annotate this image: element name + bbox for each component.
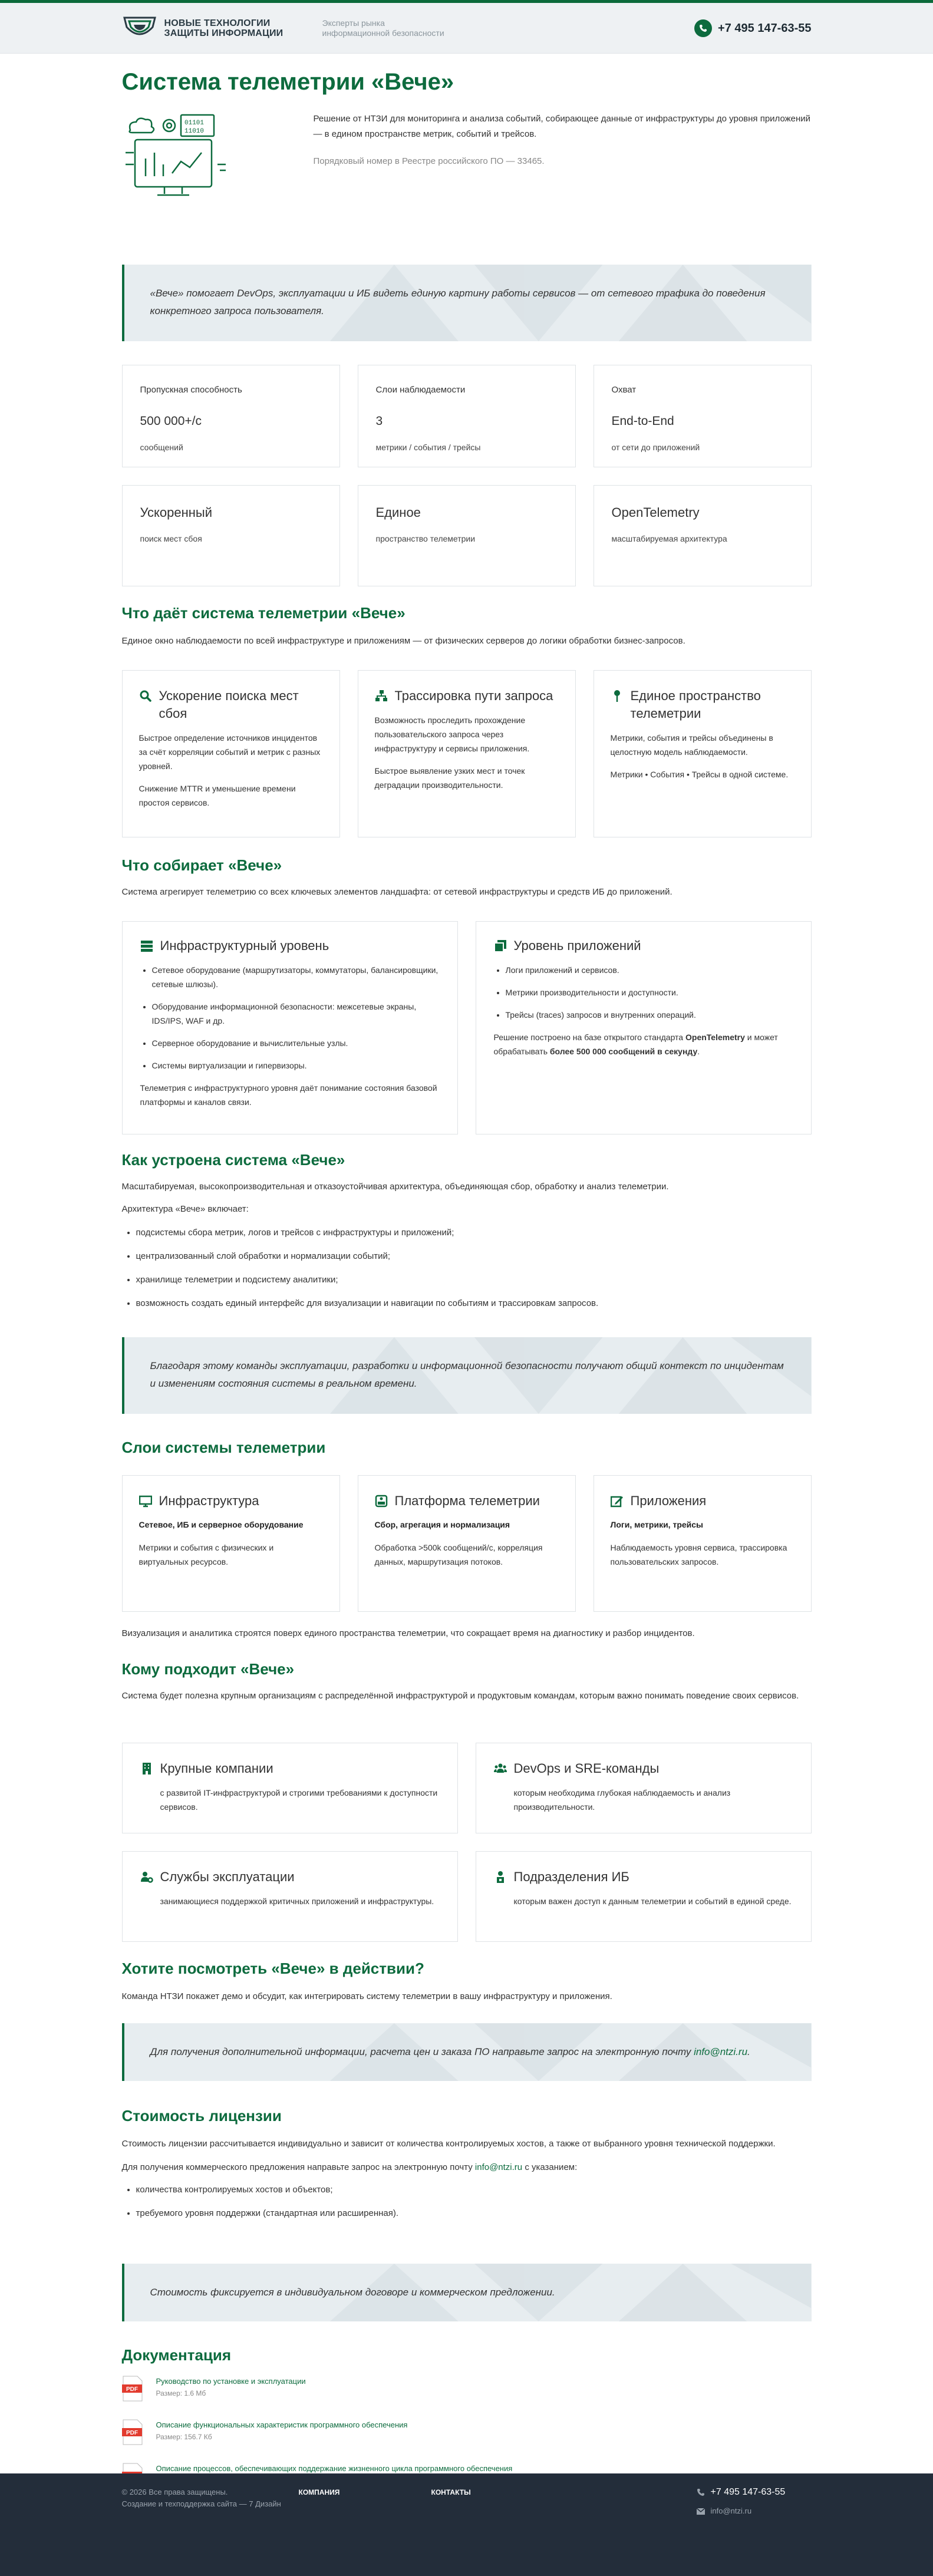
footer-phone[interactable]: +7 495 147-63-55 [697, 2486, 812, 2498]
audience-card: Службы эксплуатации занимающиеся поддержкой критичных приложений и инфраструктуры. [122, 1851, 458, 1942]
list-item: • Трейсы (traces) запросов и внутренних операций. [506, 1008, 793, 1022]
header-phone[interactable]: +7 495 147-63-55 [694, 19, 811, 38]
monitor-icon [139, 1495, 152, 1508]
server-icon [140, 939, 153, 952]
section-title-collects: Что собирает «Вече» [121, 856, 282, 874]
svg-text:01101: 01101 [184, 120, 204, 127]
layers-footnote: Визуализация и аналитика строятся поверх единого пространства телеметрии, что сокращает время на диагностику и разбор инцидентов. [121, 1628, 695, 1638]
users-icon [494, 1762, 507, 1775]
telemetry-illustration-icon [122, 111, 314, 206]
header-tagline: Эксперты рынка информационной безопасности [322, 18, 444, 38]
layer-card: Приложения Логи, метрики, трейсы Наблюдаемость уровня сервиса, трассировка пользовательских запросов. [594, 1475, 812, 1612]
license-email-link[interactable]: info@ntzi.ru [474, 2162, 523, 2172]
list-item: • подсистемы сбора метрик, логов и трейсов с инфраструктуры и приложений; [136, 1225, 812, 1241]
svg-text:11010: 11010 [184, 128, 204, 135]
apps-note: Решение построено на базе открытого стандарта OpenTelemetry и может обрабатывать более 500 000 сообщений в секунду. [493, 1033, 778, 1056]
intro-quote: «Вече» помогает DevOps, эксплуатации и ИБ видеть единую картину работы сервисов — от сетевого трафика до поведения конкретного запроса пользователя. [122, 265, 812, 341]
site-footer [0, 2473, 933, 2576]
logo-shield-icon [122, 14, 157, 42]
map-pin-icon [611, 690, 624, 702]
footer-copyright: © 2026 Все права защищены. [121, 2488, 228, 2496]
license-text: Стоимость лицензии рассчитывается индивидуально и зависит от количества контролируемых хостов, а также от выбранного уровня технической поддержки. [121, 2139, 776, 2149]
feature-card: OpenTelemetry масштабируемая архитектура [594, 485, 812, 586]
footer-link-contacts[interactable]: КОНТАКТЫ [431, 2488, 471, 2496]
svg-text:PDF: PDF [126, 2430, 138, 2436]
section-title-demo: Хотите посмотреть «Вече» в действии? [121, 1960, 424, 1977]
infra-level-card: Инфраструктурный уровень • Сетевое оборудование (маршрутизаторы, коммутаторы, балансировщики, сетевые шлюзы). • Оборудование информационной безопасности: межсетевые экраны, IDS/IPS, WAF и др. • Серверное оборудование и вычислительные узлы. • Системы виртуализации и гипервизоры. Телеметрия с инфраструктурного уровня даёт понимание состояния базовой платформы и каналов связи. [122, 921, 458, 1134]
site-header [0, 3, 933, 54]
benefits-lead: Единое окно наблюдаемости по всей инфраструктуре и приложениям — от физических серверов до логики обработки бизнес-запросов. [121, 636, 685, 646]
copy-icon [494, 939, 507, 952]
collects-lead: Система агрегирует телеметрию со всех ключевых элементов ландшафта: от сетевой инфраструктуры и средств ИБ до приложений. [121, 887, 672, 897]
demo-quote: Для получения дополнительной информации, расчета цен и заказа ПО направьте запрос на электронную почту info@ntzi.ru. [122, 2023, 812, 2081]
mail-icon [697, 2508, 705, 2515]
section-title-layers: Слои системы телеметрии [121, 1439, 326, 1456]
section-title-docs: Документация [121, 2346, 232, 2364]
audience-card: DevOps и SRE-команды которым необходима глубокая наблюдаемость и анализ производительности. [476, 1743, 812, 1833]
list-item: • хранилище телеметрии и подсистему аналитики; [136, 1272, 812, 1288]
section-title-license: Стоимость лицензии [121, 2107, 282, 2125]
list-item: • требуемого уровня поддержки (стандартная или расширенная). [136, 2206, 812, 2221]
infra-note: Телеметрия с инфраструктурного уровня даёт понимание состояния базовой платформы и каналов связи. [140, 1083, 437, 1107]
pdf-icon [122, 2419, 143, 2445]
section-title-benefits: Что даёт система телеметрии «Вече» [121, 604, 405, 622]
footer-credits[interactable]: Создание и техподдержка сайта — 7 Дизайн [121, 2499, 281, 2508]
doc-item[interactable]: PDF Руководство по установке и эксплуатации Размер: 1.6 Мб [122, 2376, 812, 2419]
benefit-card: Трассировка пути запроса Возможность проследить прохождение пользовательского запроса через инфраструктуру и сервисы приложения. Быстрое выявление узких мест и точек деградации производительности. [358, 670, 576, 837]
registry-number: Порядковый номер в Реестре российского ПО — 33465. [313, 156, 545, 166]
arch-quote: Благодаря этому команды эксплуатации, разработки и информационной безопасности получают общий контекст по инцидентам и изменениям состояния системы в реальном времени. [122, 1337, 812, 1414]
footer-link-company[interactable]: КОМПАНИЯ [298, 2488, 340, 2496]
doc-item[interactable]: Описание процессов, обеспечивающих поддержание жизненного цикла программного обеспечения [122, 2463, 812, 2506]
footer-email[interactable]: info@ntzi.ru [697, 2505, 812, 2517]
stat-card: Пропускная способность 500 000+/с сообщений [122, 365, 340, 467]
building-icon [140, 1762, 153, 1775]
phone-icon [697, 2488, 705, 2496]
audience-card: Крупные компании с развитой IT-инфраструктурой и строгими требованиями к доступности сервисов. [122, 1743, 458, 1833]
pdf-icon [122, 2376, 143, 2402]
user-gear-icon [140, 1871, 153, 1884]
audience-card: Подразделения ИБ которым важен доступ к данным телеметрии и событий в единой среде. [476, 1851, 812, 1942]
search-icon [139, 690, 152, 702]
list-item: • Оборудование информационной безопасности: межсетевые экраны, IDS/IPS, WAF и др. [152, 1000, 440, 1028]
layer-card: Платформа телеметрии Сбор, агрегация и нормализация Обработка >500k сообщений/с, корреляция данных, маршрутизация потоков. [358, 1475, 576, 1612]
list-item: • Серверное оборудование и вычислительные узлы. [152, 1036, 440, 1050]
hdd-icon [375, 1495, 388, 1508]
feature-card: Единое пространство телеметрии [358, 485, 576, 586]
benefit-card: Единое пространство телеметрии Метрики, события и трейсы объединены в целостную модель наблюдаемости. Метрики • События • Трейсы в одной системе. [594, 670, 812, 837]
list-item: • возможность создать единый интерфейс для визуализации и навигации по событиям и трассировкам запросов. [136, 1296, 812, 1311]
list-item: • Метрики производительности и доступности. [506, 985, 793, 1000]
intro-description: Решение от НТЗИ для мониторинга и анализа событий, собирающее данные от инфраструктуры до уровня приложений — в едином пространстве метрик, событий и трейсов. [313, 114, 811, 139]
list-item: • Системы виртуализации и гипервизоры. [152, 1058, 440, 1073]
phone-icon [694, 19, 712, 37]
stat-card: Охват End-to-End от сети до приложений [594, 365, 812, 467]
demo-email-link[interactable]: info@ntzi.ru [694, 2046, 748, 2057]
feature-card: Ускоренный поиск мест сбоя [122, 485, 340, 586]
doc-item[interactable]: PDF Описание функциональных характеристик программного обеспечения Размер: 156.7 Кб [122, 2419, 812, 2463]
stat-card: Слои наблюдаемости 3 метрики / события / трейсы [358, 365, 576, 467]
site-logo[interactable] [122, 14, 322, 42]
section-title-audience: Кому подходит «Вече» [121, 1660, 295, 1678]
svg-text:PDF: PDF [126, 2386, 138, 2393]
sitemap-icon [375, 690, 388, 702]
license-quote: Стоимость фиксируется в индивидуальном договоре и коммерческом предложении. [122, 2264, 812, 2321]
user-lock-icon [494, 1871, 507, 1884]
section-title-arch: Как устроена система «Вече» [121, 1151, 345, 1169]
edit-icon [611, 1495, 624, 1508]
arch-includes: Архитектура «Вече» включает: [121, 1204, 249, 1214]
layer-card: Инфраструктура Сетевое, ИБ и серверное оборудование Метрики и события с физических и виртуальных ресурсов. [122, 1475, 340, 1612]
audience-lead: Система будет полезна крупным организациям с распределённой инфраструктурой и продуктовым командам, которым важно понимать поведение своих сервисов. [121, 1691, 799, 1701]
list-item: • количества контролируемых хостов и объектов; [136, 2182, 812, 2198]
list-item: • Логи приложений и сервисов. [506, 963, 793, 977]
arch-lead: Масштабируемая, высокопроизводительная и отказоустойчивая архитектура, объединяющая сбор, обработку и анализ телеметрии. [121, 1182, 669, 1192]
app-level-card: Уровень приложений • Логи приложений и сервисов. • Метрики производительности и доступности. • Трейсы (traces) запросов и внутренних операций. Решение построено на базе открытого стандарта OpenTelemetry и может обрабатывать более 500 000 сообщений в секунду. [476, 921, 812, 1134]
list-item: • Сетевое оборудование (маршрутизаторы, коммутаторы, балансировщики, сетевые шлюзы). [152, 963, 440, 991]
benefit-card: Ускорение поиска мест сбоя Быстрое определение источников инцидентов за счёт корреляции событий и метрик с разных уровней. Снижение MTTR и уменьшение времени простоя сервисов. [122, 670, 340, 837]
demo-lead: Команда НТЗИ покажет демо и обсудит, как интегрировать систему телеметрии в вашу инфраструктуру и приложения. [121, 1991, 612, 2001]
logo-text: НОВЫЕ ТЕХНОЛОГИИ ЗАЩИТЫ ИНФОРМАЦИИ [164, 18, 283, 38]
license-request: Для получения коммерческого предложения направьте запрос на электронную почту info@ntzi.ru с указанием: [121, 2162, 578, 2172]
page-title: Система телеметрии «Вече» [121, 69, 454, 95]
list-item: • централизованный слой обработки и нормализации событий; [136, 1249, 812, 1264]
